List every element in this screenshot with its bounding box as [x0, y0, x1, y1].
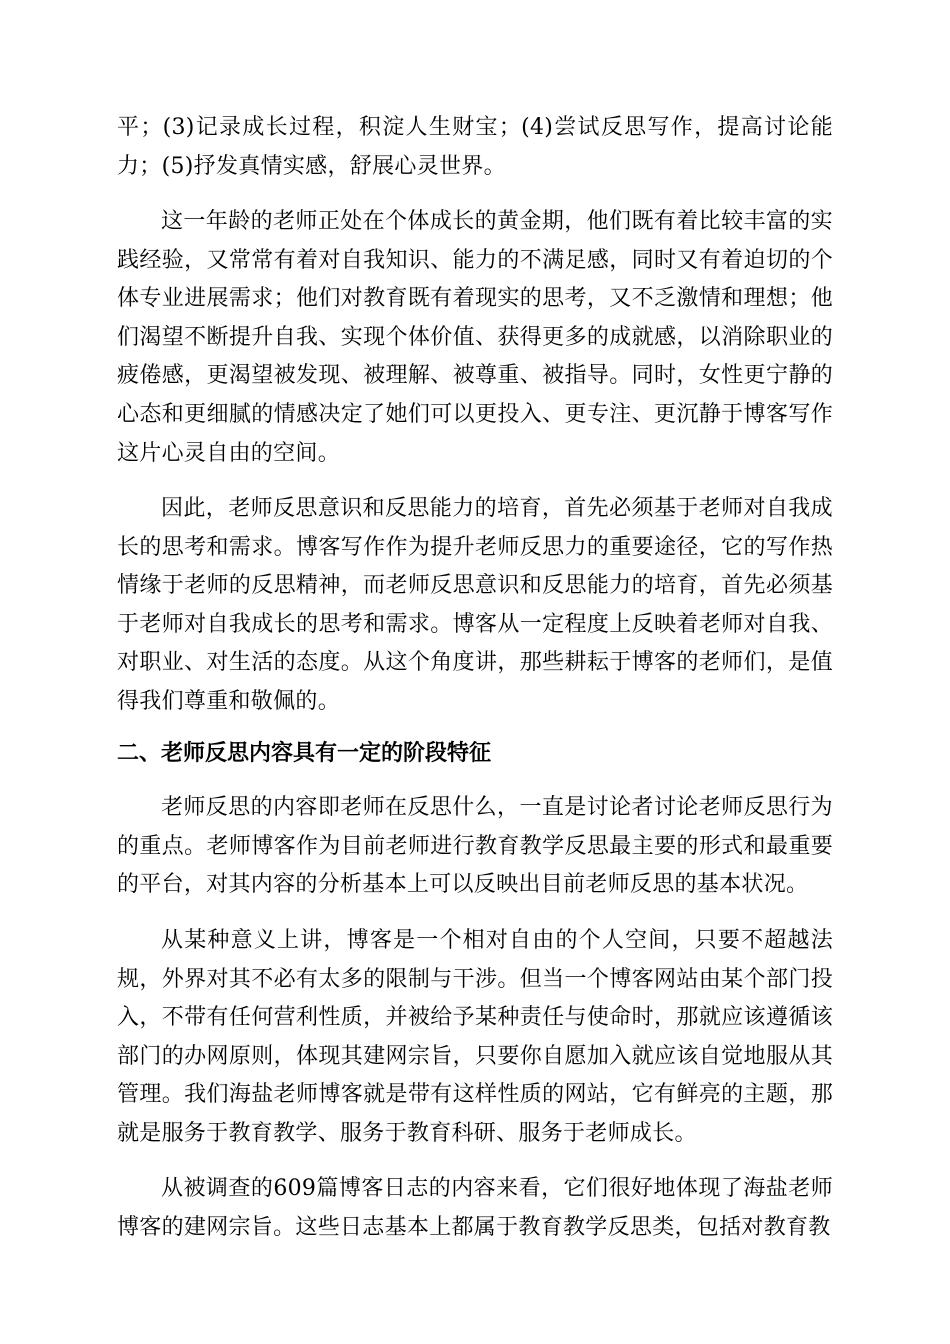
paragraph-reflection-content: 老师反思的内容即老师在反思什么，一直是讨论者讨论老师反思行为的重点。老师博客作为目前老师进行教育教学反思最主要的形式和最重要的平台，对其内容的分析基本上可以反映出目前老师反思的基本状况。 [117, 795, 833, 898]
paragraph-survey-results: 从被调查的609篇博客日志的内容来看，它们很好地体现了海盐老师博客的建网宗旨。这些日志基本上都属于教育教学反思类，包括对教育教 [117, 1176, 833, 1240]
paragraph-blog-space: 从某种意义上讲，博客是一个相对自由的个人空间，只要不超越法规，外界对其不必有太多的限制与干涉。但当一个博客网站由某个部门投入，不带有任何营利性质，并被给予某种责任与使命时，那就应该遵循该部门的办网原则，体现其建网宗旨，只要你自愿加入就应该自觉地服从其管理。我们海盐老师博客就是带有这样性质的网站，它有鲜亮的主题，那就是服务于教育教学、服务于教育科研、服务于老师成长。 [117, 928, 833, 1146]
paragraph-continuation: 平；(3)记录成长过程，积淀人生财宝；(4)尝试反思写作，提高讨论能力；(5)抒发真情实感，舒展心灵世界。 [117, 115, 833, 179]
paragraph-reflection-cultivation: 因此，老师反思意识和反思能力的培育，首先必须基于老师对自我成长的思考和需求。博客写作作为提升老师反思力的重要途径，它的写作热情缘于老师的反思精神，而老师反思意识和反思能力的培育，首先必须基于老师对自我成长的思考和需求。博客从一定程度上反映着老师对自我、对职业、对生活的态度。从这个角度讲，那些耕耘于博客的老师们，是值得我们尊重和敬佩的。 [117, 496, 833, 714]
section-heading: 二、老师反思内容具有一定的阶段特征 [117, 741, 492, 766]
paragraph-teacher-age-group: 这一年龄的老师正处在个体成长的黄金期，他们既有着比较丰富的实践经验，又常常有着对自我知识、能力的不满足感，同时又有着迫切的个体专业进展需求；他们对教育既有着现实的思考，又不乏激情和理想；他们渴望不断提升自我、实现个体价值、获得更多的成就感，以消除职业的疲倦感，更渴望被发现、被理解、被尊重、被指导。同时，女性更宁静的心态和更细腻的情感决定了她们可以更投入、更专注、更沉静于博客写作这片心灵自由的空间。 [117, 209, 833, 466]
